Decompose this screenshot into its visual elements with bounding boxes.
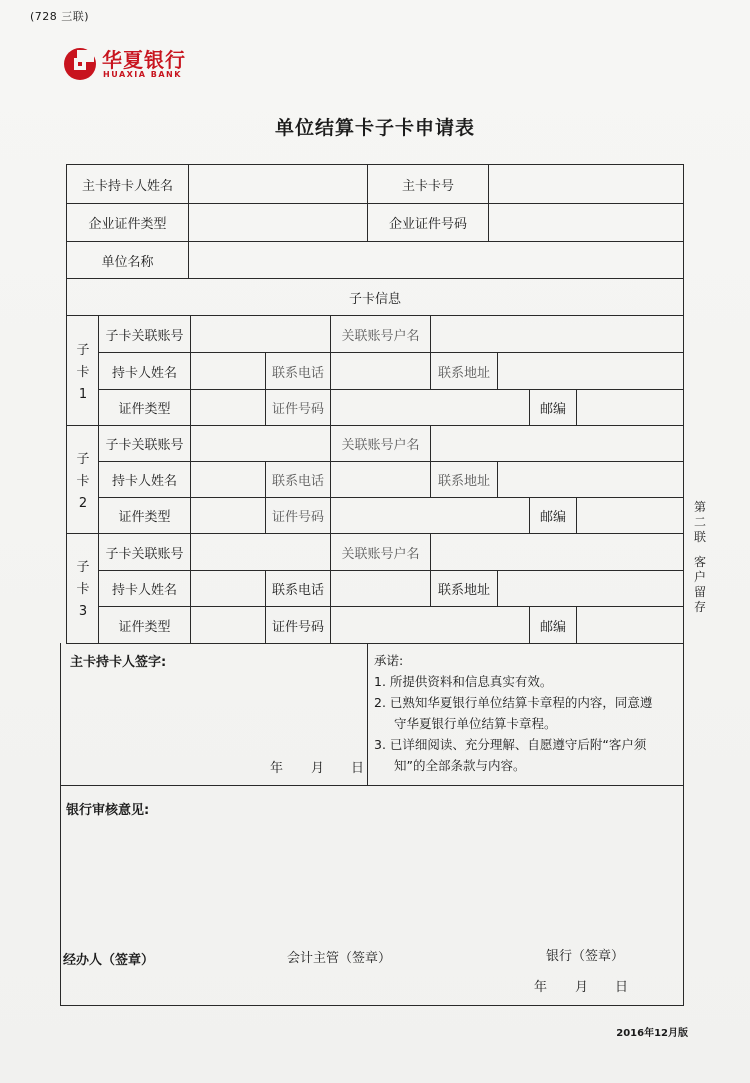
linked-account-field[interactable] — [191, 426, 330, 461]
id-number-field[interactable] — [331, 498, 529, 533]
form-version: 2016年12月版 — [616, 1028, 688, 1039]
address-label: 联系地址 — [437, 365, 490, 381]
commitment-item-2-cont: 守华夏银行单位结算卡章程。 — [394, 716, 557, 731]
account-name-label: 关联账号户名 — [341, 438, 420, 453]
linked-account-label: 子卡关联账号 — [105, 438, 184, 453]
linked-account-field[interactable] — [191, 316, 330, 352]
holder-name-label: 持卡人姓名 — [111, 474, 177, 489]
company-name-field[interactable] — [189, 242, 683, 278]
id-type-field[interactable] — [191, 390, 265, 425]
sub-card-1-label: 子 卡 1 — [76, 343, 90, 402]
bank-stamp-label: 银行（签章） — [546, 948, 625, 964]
card-no-field[interactable] — [489, 165, 683, 203]
table-col-rule — [367, 643, 368, 785]
phone-label: 联系电话 — [271, 583, 324, 598]
id-type-field[interactable] — [191, 498, 265, 533]
id-type-label: 证件类型 — [118, 619, 171, 635]
holder-name-label: 持卡人姓名 — [111, 583, 177, 598]
table-rule — [66, 643, 684, 644]
address-field[interactable] — [498, 571, 683, 606]
postcode-field[interactable] — [577, 498, 683, 533]
holder-name-field[interactable] — [191, 353, 265, 389]
review-year: 年 — [534, 979, 548, 995]
copy-designation: 第 二 联 客 户 留 存 — [693, 500, 706, 614]
postcode-label: 邮编 — [539, 402, 566, 417]
sub-card-2-label: 子 卡 2 — [76, 452, 90, 511]
table-border-left — [60, 643, 61, 1005]
id-number-label: 证件号码 — [271, 402, 324, 417]
postcode-field[interactable] — [577, 390, 683, 425]
address-field[interactable] — [498, 462, 683, 497]
phone-field[interactable] — [331, 571, 430, 606]
phone-field[interactable] — [331, 462, 430, 497]
id-number-label: 证件号码 — [271, 619, 324, 635]
holder-signature-label: 主卡持卡人签字: — [70, 654, 167, 670]
table-border-bottom — [60, 1005, 684, 1006]
bank-review-label: 银行审核意见: — [66, 802, 150, 818]
form-title: 单位结算卡子卡申请表 — [274, 117, 475, 139]
review-day: 日 — [615, 979, 629, 995]
sub-card-section-title: 子卡信息 — [348, 291, 401, 307]
bank-name-cn: 华夏银行 — [102, 48, 186, 72]
cert-type-label: 企业证件类型 — [88, 217, 167, 232]
postcode-label: 邮编 — [539, 510, 566, 525]
id-number-field[interactable] — [331, 390, 529, 425]
id-type-label: 证件类型 — [118, 402, 171, 417]
phone-label: 联系电话 — [271, 474, 324, 489]
review-month: 月 — [575, 979, 589, 995]
id-number-field[interactable] — [331, 607, 529, 643]
account-name-field[interactable] — [431, 316, 683, 352]
cert-type-field[interactable] — [189, 204, 367, 241]
phone-field[interactable] — [331, 353, 430, 389]
commitment-title: 承诺: — [374, 653, 404, 668]
commitment-item-3: 3. 已详细阅读、充分理解、自愿遵守后附“客户须 — [374, 737, 647, 752]
company-name-label: 单位名称 — [101, 254, 154, 270]
bank-name-en: HUAXIA BANK — [103, 70, 182, 79]
signature-month: 月 — [311, 760, 325, 776]
commitment-block — [374, 650, 680, 776]
account-name-field[interactable] — [431, 534, 683, 570]
signature-day: 日 — [351, 760, 365, 776]
cert-no-field[interactable] — [489, 204, 683, 241]
table-border-right — [683, 164, 684, 1005]
id-type-label: 证件类型 — [118, 510, 171, 525]
handler-signature-label: 经办人（签章） — [63, 952, 155, 968]
commitment-item-3-cont: 知”的全部条款与内容。 — [394, 758, 526, 773]
card-no-label: 主卡卡号 — [401, 178, 454, 194]
accounting-supervisor-label: 会计主管（签章） — [287, 950, 392, 966]
account-name-label: 关联账号户名 — [341, 546, 420, 562]
holder-name-field[interactable] — [189, 165, 367, 203]
holder-name-field[interactable] — [191, 571, 265, 606]
bank-review-area[interactable] — [62, 822, 682, 942]
bank-logo — [62, 44, 232, 86]
table-rule — [60, 785, 684, 786]
phone-label: 联系电话 — [271, 365, 324, 381]
bank-logo-icon — [62, 46, 98, 82]
account-name-field[interactable] — [431, 426, 683, 461]
holder-name-field[interactable] — [191, 462, 265, 497]
sub-card-3-label: 子 卡 3 — [76, 560, 90, 619]
address-label: 联系地址 — [437, 583, 490, 598]
id-number-label: 证件号码 — [271, 510, 324, 525]
cert-no-label: 企业证件号码 — [388, 217, 467, 232]
commitment-item-1: 1. 所提供资料和信息真实有效。 — [374, 674, 553, 689]
linked-account-label: 子卡关联账号 — [105, 546, 184, 562]
holder-name-label: 持卡人姓名 — [111, 365, 177, 381]
holder-signature-area[interactable] — [62, 672, 366, 752]
account-name-label: 关联账号户名 — [341, 328, 420, 344]
holder-name-label: 主卡持卡人姓名 — [81, 178, 173, 194]
address-field[interactable] — [498, 353, 683, 389]
linked-account-label: 子卡关联账号 — [105, 328, 184, 344]
postcode-field[interactable] — [577, 607, 683, 643]
signature-year: 年 — [270, 760, 284, 776]
address-label: 联系地址 — [437, 474, 490, 489]
linked-account-field[interactable] — [191, 534, 330, 570]
postcode-label: 邮编 — [539, 619, 566, 635]
id-type-field[interactable] — [191, 607, 265, 643]
copy-note: (728 三联) — [30, 10, 90, 23]
commitment-item-2: 2. 已熟知华夏银行单位结算卡章程的内容，同意遵 — [374, 695, 653, 710]
